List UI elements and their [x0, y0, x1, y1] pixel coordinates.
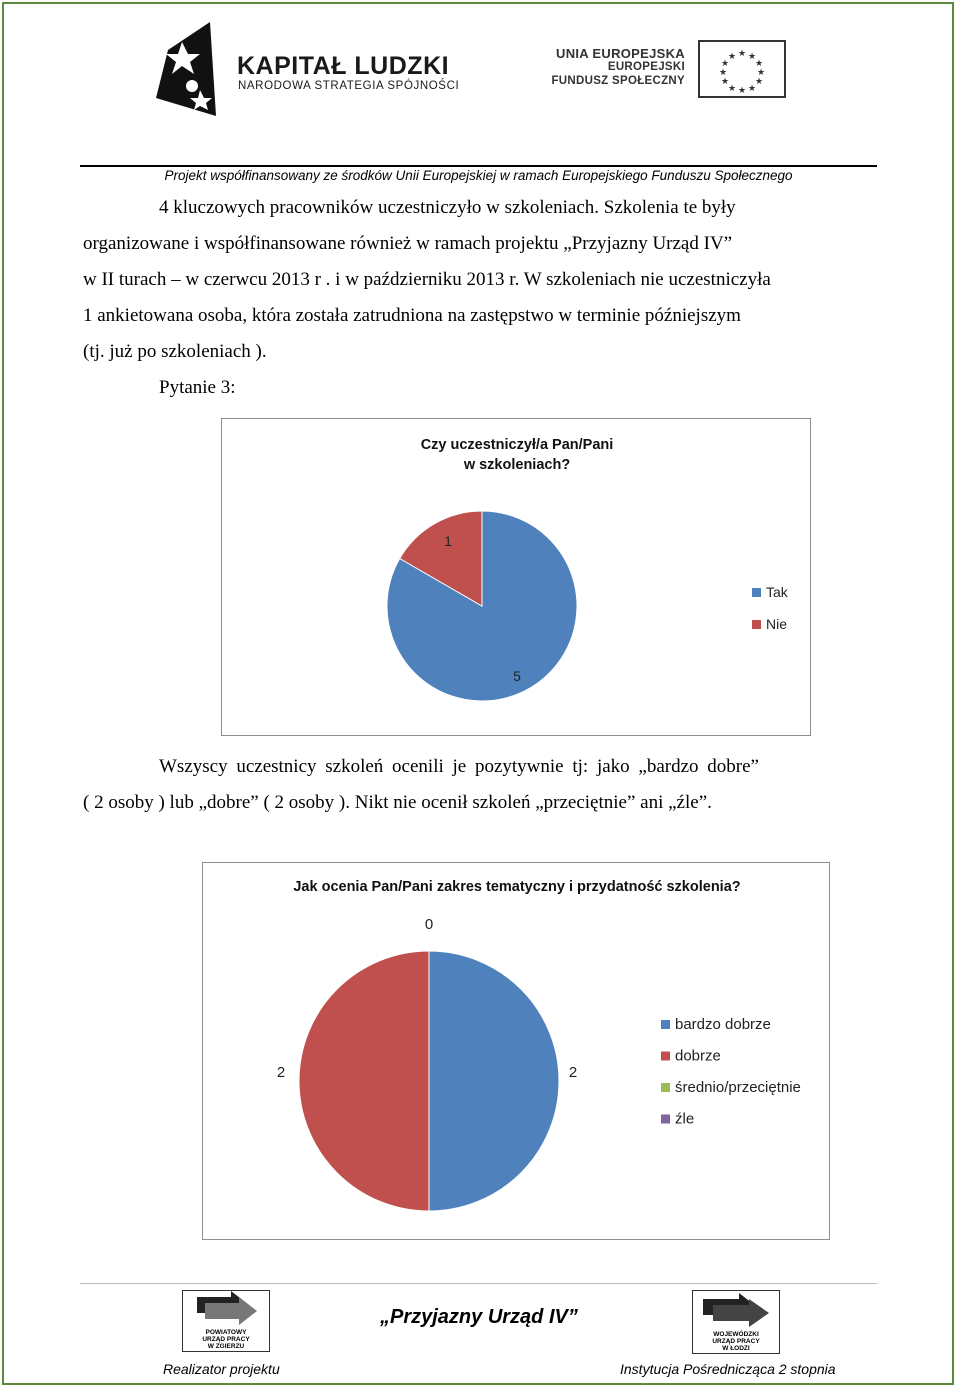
paragraph-evaluation [83, 749, 875, 821]
legend-label: średnio/przeciętnie [675, 1079, 801, 1096]
intermediate-body-label: Instytucja Pośrednicząca 2 stopnia [620, 1361, 836, 1377]
svg-text:★: ★ [718, 68, 728, 78]
data-label: 2 [568, 1064, 578, 1081]
legend-label: źle [675, 1110, 695, 1128]
pie-slice-dobrze [299, 951, 429, 1211]
legend-swatch [661, 1115, 670, 1124]
legend-label: bardzo dobrze [675, 1016, 771, 1033]
svg-text:★: ★ [747, 84, 757, 94]
svg-text:★: ★ [747, 52, 757, 62]
footer-divider [80, 1283, 877, 1284]
data-label: 1 [444, 533, 452, 549]
paragraph-line: organizowane i współfinansowane również w ramach projektu „Przyjazny Urząd IV” [83, 233, 733, 254]
logo-caption-line: W ZGIERZU [207, 1343, 245, 1350]
svg-text:★: ★ [720, 77, 730, 87]
powiatowy-urzad-pracy-logo [182, 1290, 270, 1352]
data-label: 5 [513, 668, 521, 684]
legend-label: Tak [766, 584, 788, 600]
eu-label-line1: UNIA EUROPEJSKA [556, 46, 685, 61]
pie-slice-bardzo-dobrze [429, 951, 559, 1211]
svg-text:★: ★ [737, 49, 747, 59]
eu-label-line3: FUNDUSZ SPOŁECZNY [551, 75, 685, 87]
chart-title: Jak ocenia Pan/Pani zakres tematyczny i przydatność szkolenia? [293, 879, 741, 895]
paragraph-line: 1 ankietowana osoba, która została zatrudniona na zastępstwo w terminie późniejszym [83, 305, 741, 326]
wojewodzki-urzad-pracy-logo [692, 1290, 780, 1354]
chart-evaluation [202, 862, 830, 1240]
legend-swatch [752, 620, 761, 629]
paragraph-line: ( 2 osoby ) lub „dobre” ( 2 osoby ). Nikt nie ocenił szkoleń „przeciętnie” ani „źle”. [83, 792, 712, 813]
chart-title-line: Czy uczestniczył/a Pan/Pani [420, 437, 614, 453]
project-title: „Przyjazny Urząd IV” [380, 1306, 578, 1328]
arrows-icon [693, 1291, 779, 1329]
svg-text:★: ★ [754, 77, 764, 87]
logo-caption-line: POWIATOWY [205, 1329, 247, 1336]
implementer-label: Realizator projektu [163, 1361, 280, 1377]
chart-evaluation-plot [203, 863, 831, 1241]
header-divider [80, 165, 877, 167]
svg-text:★: ★ [727, 84, 737, 94]
svg-text:★: ★ [737, 86, 747, 96]
svg-text:★: ★ [720, 59, 730, 69]
legend-swatch [661, 1083, 670, 1092]
svg-text:★: ★ [756, 68, 766, 78]
legend-label: Nie [766, 616, 788, 632]
legend-swatch [661, 1052, 670, 1061]
arrows-icon [183, 1291, 269, 1327]
logo-caption-line: W ŁODZI [722, 1345, 750, 1352]
paragraph-line: Wszyscy uczestnicy szkoleń ocenili je pozytywnie tj: jako „bardzo dobre” [159, 756, 759, 777]
paragraph-participation [83, 190, 875, 406]
logo-caption-line: WOJEWÓDZKI [713, 1331, 759, 1338]
logo-caption-line: URZĄD PRACY [202, 1336, 250, 1343]
paragraph-line: w II turach – w czerwcu 2013 r . i w październiku 2013 r. W szkoleniach nie uczestniczyła [83, 269, 771, 290]
chart-title-line: w szkoleniach? [463, 457, 571, 473]
eu-flag-icon [698, 40, 786, 98]
paragraph-line: (tj. już po szkoleniach ). [83, 341, 267, 362]
question-label: Pytanie 3: [159, 377, 236, 398]
cofinance-note: Projekt współfinansowany ze środków Unii Europejskiej w ramach Europejskiego Funduszu Społecznego [164, 168, 793, 183]
logo-caption-line: URZĄD PRACY [712, 1338, 760, 1345]
kapital-ludzki-subtitle: NARODOWA STRATEGIA SPÓJNOŚCI [238, 80, 460, 92]
chart-participation-plot [222, 419, 812, 737]
legend-swatch [752, 588, 761, 597]
legend-label: dobrze [675, 1047, 721, 1065]
data-label: 2 [276, 1064, 286, 1081]
paragraph-line: 4 kluczowych pracowników uczestniczyło w szkoleniach. Szkolenia te były [159, 197, 736, 218]
eu-label-line2: EUROPEJSKI [607, 61, 685, 73]
legend-swatch [661, 1020, 670, 1029]
kapital-ludzki-title: KAPITAŁ LUDZKI [237, 52, 450, 80]
svg-text:★: ★ [727, 52, 737, 62]
data-label: 0 [424, 916, 434, 933]
svg-text:★: ★ [754, 59, 764, 69]
chart-participation [221, 418, 811, 736]
